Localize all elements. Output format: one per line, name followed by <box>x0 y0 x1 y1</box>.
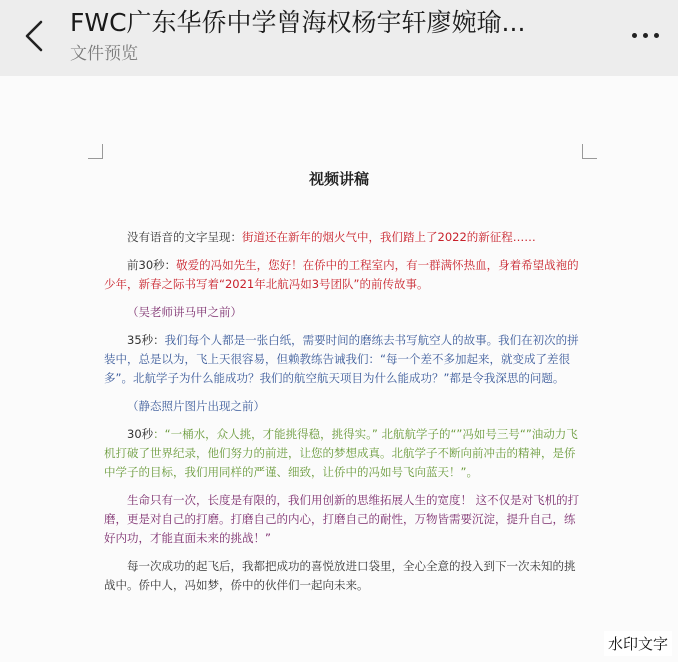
paragraph <box>104 228 584 247</box>
document-body <box>104 228 584 604</box>
paragraph-lead: 30秒 <box>127 427 154 441</box>
chevron-left-icon <box>24 19 44 53</box>
more-button[interactable] <box>624 20 666 50</box>
page-title: FWC广东华侨中学曾海权杨宇轩廖婉瑜... <box>70 8 526 37</box>
stage-note: （吴老师讲马甲之前） <box>127 305 242 319</box>
paragraph-text: 敬爱的冯如先生，您好！在侨中的工程室内，有一群满怀热血，身着希望战袍的少年，新春之际书写着“2021年北航冯如3号团队”的前传故事。 <box>104 258 579 291</box>
more-dots-icon <box>654 33 659 38</box>
more-dots-icon <box>643 33 648 38</box>
top-bar <box>0 0 678 76</box>
page-corner-mark <box>88 144 103 159</box>
paragraph: 每一次成功的起飞后，我都把成功的喜悦放进口袋里，全心全意的投入到下一次未知的挑战中。侨中人，冯如梦，侨中的伙伴们一起向未来。 <box>104 559 576 592</box>
paragraph-text: 街道还在新年的烟火气中，我们踏上了2022的新征程…… <box>242 230 536 244</box>
paragraph-text: ：“一桶水，众人挑，才能挑得稳，挑得实。” 北航航学子的“”冯如号三号“”油动力飞机打破了世界纪录，他们努力的前进，让您的梦想成真。北航学子不断向前冲击的精神，是侨中学子的目标，我们用同样的严谨、细致，让侨中的冯如号飞向蓝天！”。 <box>104 427 578 479</box>
document-title: 视频讲稿 <box>308 170 369 188</box>
paragraph-text: 我们每个人都是一张白纸，需要时间的磨练去书写航空人的故事。我们在初次的拼装中，总是以为，飞上天很容易，但赖教练告诫我们：“每一个差不多加起来，就变成了差很多”。北航学子为什么能成功？我们的航空航天项目为什么能成功？”都是令我深思的问题。 <box>104 333 579 385</box>
paragraph <box>104 425 584 482</box>
page-subtitle: 文件预览 <box>70 44 138 64</box>
back-button[interactable] <box>14 14 54 58</box>
paragraph-lead: 前30秒： <box>127 258 177 272</box>
paragraph <box>104 256 584 294</box>
page-corner-mark <box>582 144 597 159</box>
paragraph-lead: 没有语音的文字呈现： <box>127 230 242 244</box>
paragraph-lead: 35秒： <box>127 333 165 347</box>
more-dots-icon <box>632 33 637 38</box>
document-preview[interactable] <box>0 76 678 662</box>
paragraph: 生命只有一次，长度是有限的，我们用创新的思维拓展人生的宽度！ 这不仅是对飞机的打磨，更是对自己的打磨。打磨自己的内心，打磨自己的耐性，万物皆需要沉淀，提升自己，练好内功，才能直面未来的挑战！” <box>104 493 580 545</box>
paragraph <box>104 331 584 388</box>
stage-note: （静态照片图片出现之前） <box>127 399 265 413</box>
watermark: 水印文字 <box>604 631 672 656</box>
